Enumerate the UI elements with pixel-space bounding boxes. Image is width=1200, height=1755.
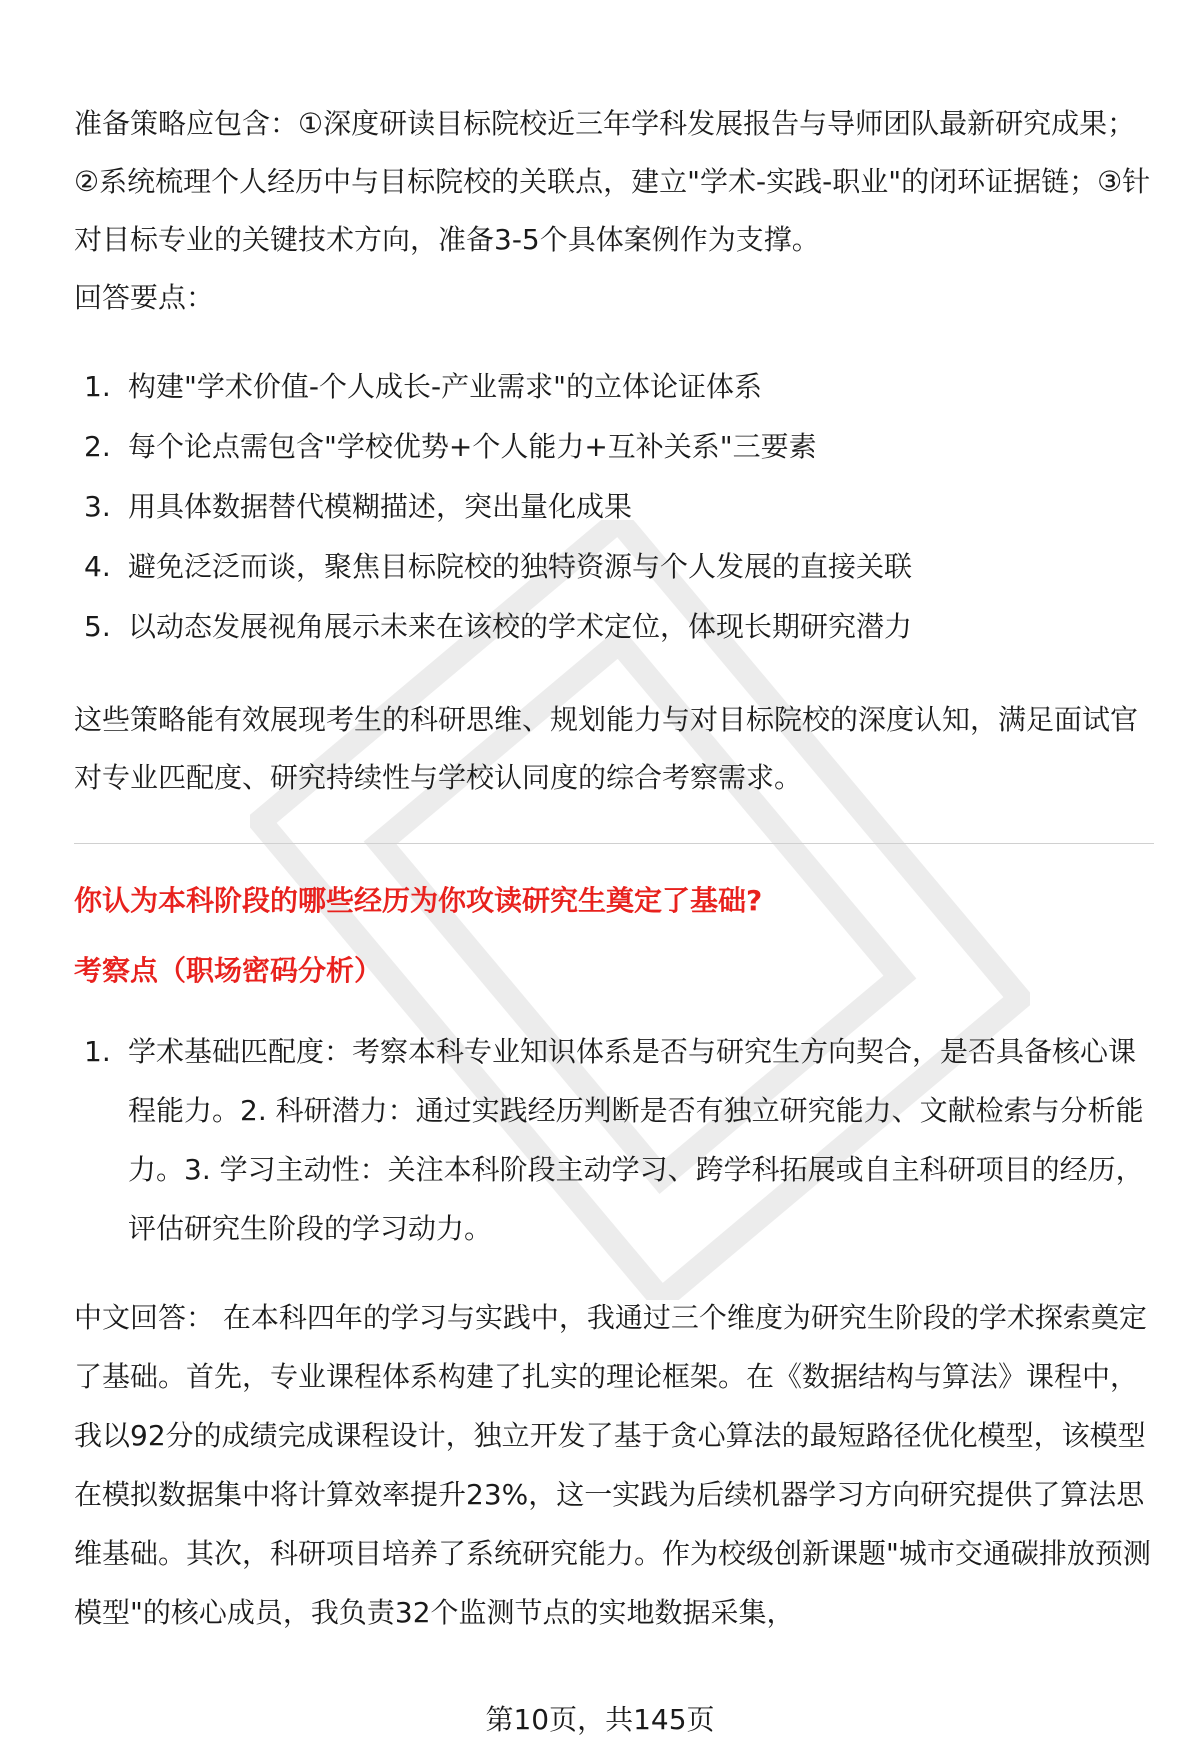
answer-points-label: 回答要点： bbox=[74, 281, 215, 314]
document-body bbox=[74, 95, 1154, 1670]
analysis-heading: 考察点（职场密码分析） bbox=[74, 954, 383, 987]
list-item: 1. 构建"学术价值-个人成长-产业需求"的立体论证体系 bbox=[84, 370, 762, 403]
list-item: 4. 避免泛泛而谈，聚焦目标院校的独特资源与个人发展的直接关联 bbox=[84, 550, 913, 583]
list-item: 2. 每个论点需包含"学校优势+个人能力+互补关系"三要素 bbox=[84, 430, 817, 463]
list-item: 3. 用具体数据替代模糊描述，突出量化成果 bbox=[84, 490, 633, 523]
list-item: 5. 以动态发展视角展示未来在该校的学术定位，体现长期研究潜力 bbox=[84, 610, 913, 643]
question-heading: 你认为本科阶段的哪些经历为你攻读研究生奠定了基础? bbox=[74, 884, 763, 917]
summary-paragraph: 这些策略能有效展现考生的科研思维、规划能力与对目标院校的深度认知，满足面试官对专业匹配度、研究持续性与学校认同度的综合考察需求。 bbox=[74, 703, 1139, 794]
analysis-text: 学术基础匹配度：考察本科专业知识体系是否与研究生方向契合，是否具备核心课程能力。2. 科研潜力：通过实践经历判断是否有独立研究能力、文献检索与分析能力。3. 学习主动性：关注本科阶段主动学习、跨学科拓展或自主科研项目的经历，评估研究生阶段的学习动力。 bbox=[128, 1035, 1144, 1245]
prep-strategy-paragraph: 准备策略应包含：①深度研读目标院校近三年学科发展报告与导师团队最新研究成果；②系统梳理个人经历中与目标院校的关联点，建立"学术-实践-职业"的闭环证据链；③针对目标专业的关键技术方向，准备3-5个具体案例作为支撑。 bbox=[74, 107, 1151, 256]
chinese-answer-paragraph: 中文回答： 在本科四年的学习与实践中，我通过三个维度为研究生阶段的学术探索奠定了基础。首先，专业课程体系构建了扎实的理论框架。在《数据结构与算法》课程中，我以92分的成绩完成课程设计，独立开发了基于贪心算法的最短路径优化模型，该模型在模拟数据集中将计算效率提升23%，这一实践为后续机器学习方向研究提供了算法思维基础。其次，科研项目培养了系统研究能力。作为校级创新课题"城市交通碳排放预测模型"的核心成员，我负责32个监测节点的实地数据采集， bbox=[74, 1301, 1151, 1629]
analysis-number: 1. bbox=[84, 1035, 111, 1068]
page-footer: 第10页，共145页 bbox=[485, 1703, 715, 1736]
analysis-item bbox=[74, 1022, 1154, 1258]
answer-points-list bbox=[74, 357, 1154, 657]
section-divider bbox=[74, 843, 1154, 844]
